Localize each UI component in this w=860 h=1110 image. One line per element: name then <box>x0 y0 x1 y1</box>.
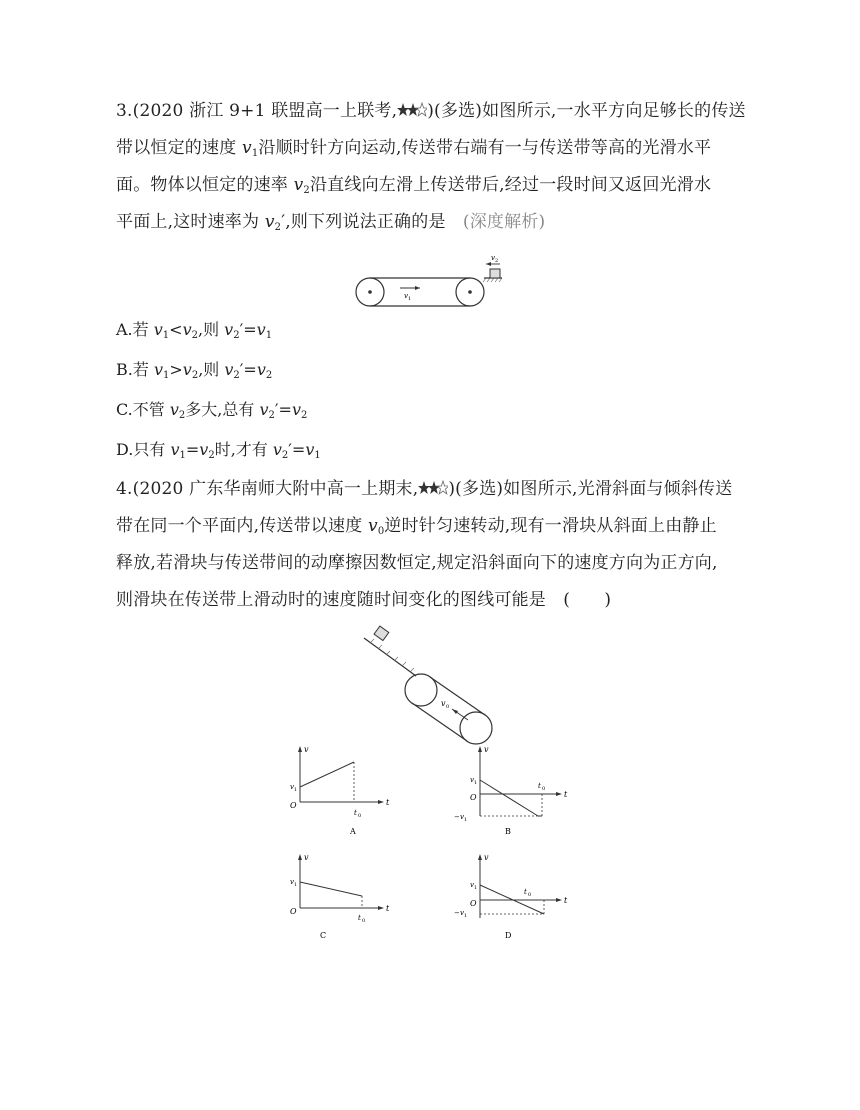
q4-line-2: 带在同一个平面内,传送带以速度 $v_0$逆时针匀速转动,现有一滑块从斜面上由静止 <box>116 516 717 537</box>
svg-text:1: 1 <box>294 882 298 888</box>
svg-text:O: O <box>470 793 477 802</box>
svg-text:v: v <box>491 254 495 262</box>
svg-text:0: 0 <box>542 786 546 792</box>
graph-c <box>282 850 392 946</box>
svg-text:v: v <box>484 745 489 754</box>
q4-line-3: 释放,若滑块与传送带间的动摩擦因数恒定,规定沿斜面向下的速度方向为正方向, <box>116 553 718 573</box>
svg-text:v: v <box>304 745 309 754</box>
svg-text:0: 0 <box>446 704 450 710</box>
svg-text:0: 0 <box>528 892 532 898</box>
q3-source-text: 3.(2020 浙江 9+1 联盟高一上联考, <box>116 101 398 121</box>
graph-label: B <box>505 827 511 836</box>
svg-text:1: 1 <box>294 787 298 793</box>
conveyor-belt-figure <box>350 252 510 308</box>
graph-a <box>282 742 392 842</box>
svg-text:0: 0 <box>362 918 366 924</box>
q3-line-3: 面。物体以恒定的速率 $v_2$沿直线向左滑上传送带后,经过一段时间又返回光滑水 <box>116 175 712 196</box>
svg-text:t: t <box>358 914 361 922</box>
svg-text:v: v <box>304 853 309 862</box>
option-b: B.若 $v_1>v_2$,则 $v_2'=v_2$ <box>116 360 273 381</box>
difficulty-stars-icon <box>418 480 448 496</box>
svg-text:1: 1 <box>474 780 478 786</box>
svg-text:t: t <box>524 888 527 896</box>
graph-d <box>450 850 580 946</box>
svg-text:t: t <box>386 798 390 807</box>
svg-text:1: 1 <box>464 913 468 919</box>
q3-line-1: 3.(2020 浙江 9+1 联盟高一上联考, )(多选)如图所示,一水平方向足够长的传送 <box>116 101 746 121</box>
graph-b <box>450 742 580 842</box>
svg-text:t: t <box>354 809 357 817</box>
svg-text:O: O <box>290 801 297 810</box>
svg-text:O: O <box>470 899 477 908</box>
svg-text:t: t <box>386 904 390 913</box>
svg-text:v: v <box>441 699 446 708</box>
svg-text:v: v <box>470 881 474 889</box>
deep-analysis-link: (深度解析) <box>462 212 546 232</box>
svg-text:O: O <box>290 907 297 916</box>
svg-text:t: t <box>538 782 541 790</box>
option-a: A.若 $v_1<v_2$,则 $v_2'=v_1$ <box>116 320 273 341</box>
q4-line-4: 则滑块在传送带上滑动时的速度随时间变化的图线可能是 ( ) <box>116 590 612 610</box>
inclined-belt-figure <box>360 624 500 750</box>
svg-text:v: v <box>460 813 464 821</box>
svg-text:1: 1 <box>474 885 478 891</box>
q3-line-4: 平面上,这时速率为 $v_2'$,则下列说法正确的是 (深度解析) <box>116 212 546 233</box>
q3-line-2: 带以恒定的速度 $v_1$沿顺时针方向运动,传送带右端有一与传送带等高的光滑水平 <box>116 138 712 159</box>
svg-text:v: v <box>460 909 464 917</box>
graph-label: A <box>350 827 356 836</box>
svg-text:v: v <box>290 878 294 886</box>
svg-text:−: − <box>454 909 460 917</box>
svg-text:v: v <box>290 783 294 791</box>
svg-text:v: v <box>470 776 474 784</box>
svg-text:t: t <box>564 790 568 799</box>
svg-text:v: v <box>484 853 489 862</box>
difficulty-stars-icon <box>397 102 427 118</box>
option-c: C.不管 $v_2$多大,总有 $v_2'=v_2$ <box>116 400 308 421</box>
svg-text:t: t <box>564 896 568 905</box>
q4-line-1: 4.(2020 广东华南师大附中高一上期末, )(多选)如图所示,光滑斜面与倾斜传送 <box>116 479 733 499</box>
option-d: D.只有 $v_1=v_2$时,才有 $v_2'=v_1$ <box>116 440 321 461</box>
graph-label: C <box>320 931 327 940</box>
svg-text:0: 0 <box>358 813 362 819</box>
graph-label: D <box>505 931 512 940</box>
svg-text:2: 2 <box>495 258 499 264</box>
svg-text:−: − <box>454 813 460 821</box>
svg-text:1: 1 <box>408 296 412 302</box>
svg-text:v: v <box>404 292 408 300</box>
svg-text:1: 1 <box>464 817 468 823</box>
